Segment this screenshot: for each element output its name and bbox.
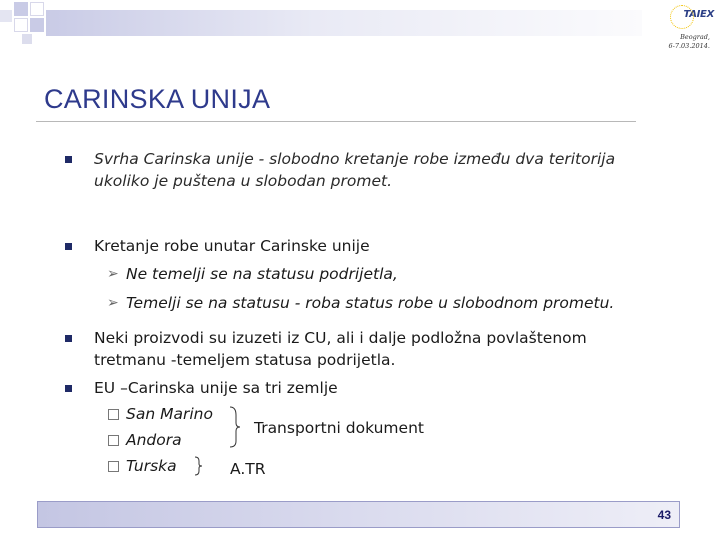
decorative-square (30, 2, 44, 16)
bullet-4-text: EU –Carinska unije sa tri zemlje (94, 379, 338, 397)
bullet-1-line-1: Svrha Carinska unije - slobodno kretanje robe između dva teritorija (94, 150, 616, 168)
empty-square-icon (108, 435, 119, 446)
bullet-icon (65, 385, 72, 392)
location-text: Beograd, (680, 33, 710, 41)
bullet-icon (65, 243, 72, 250)
arrow-right-icon: ➢ (107, 295, 119, 311)
location-date (669, 33, 710, 51)
bullet-3-line-2: tretmanu -temeljem statusa podrijetla. (94, 351, 396, 369)
decorative-square (14, 18, 28, 32)
bullet-2-sub-1: Ne temelji se na statusu podrijetla, (126, 265, 398, 283)
country-turska: Turska (126, 457, 177, 475)
decorative-square (30, 18, 44, 32)
bullet-2-sub-2: Temelji se na statusu - roba status robe u slobodnom prometu. (126, 294, 615, 312)
bullet-3-line-1: Neki proizvodi su izuzeti iz CU, ali i dalje podložna povlaštenom (94, 329, 587, 347)
bullet-icon (65, 335, 72, 342)
brace-icon (226, 405, 242, 449)
bullet-icon (65, 156, 72, 163)
footer-bar (37, 501, 680, 528)
page-number: 43 (657, 508, 671, 522)
date-text: 6-7.03.2014. (668, 42, 710, 50)
logo-text: TAIEX (683, 9, 714, 20)
decorative-square (14, 2, 28, 16)
empty-square-icon (108, 461, 119, 472)
decorative-square (0, 10, 12, 22)
slide-title: CARINSKA UNIJA (44, 84, 271, 114)
arrow-right-icon: ➢ (107, 266, 119, 282)
header-gradient-band (46, 10, 642, 36)
bullet-2-text: Kretanje robe unutar Carinske unije (94, 237, 370, 255)
atr-note: A.TR (230, 460, 266, 478)
transport-document-note: Transportni dokument (254, 419, 424, 437)
title-divider (36, 121, 636, 122)
eu-stars-icon (670, 5, 694, 29)
taiex-logo (664, 3, 714, 50)
bullet-1-line-2: ukoliko je puštena u slobodan promet. (94, 172, 393, 190)
decorative-square (22, 34, 32, 44)
country-andora: Andora (126, 431, 182, 449)
country-san-marino: San Marino (126, 405, 213, 423)
brace-icon (192, 455, 206, 477)
empty-square-icon (108, 409, 119, 420)
